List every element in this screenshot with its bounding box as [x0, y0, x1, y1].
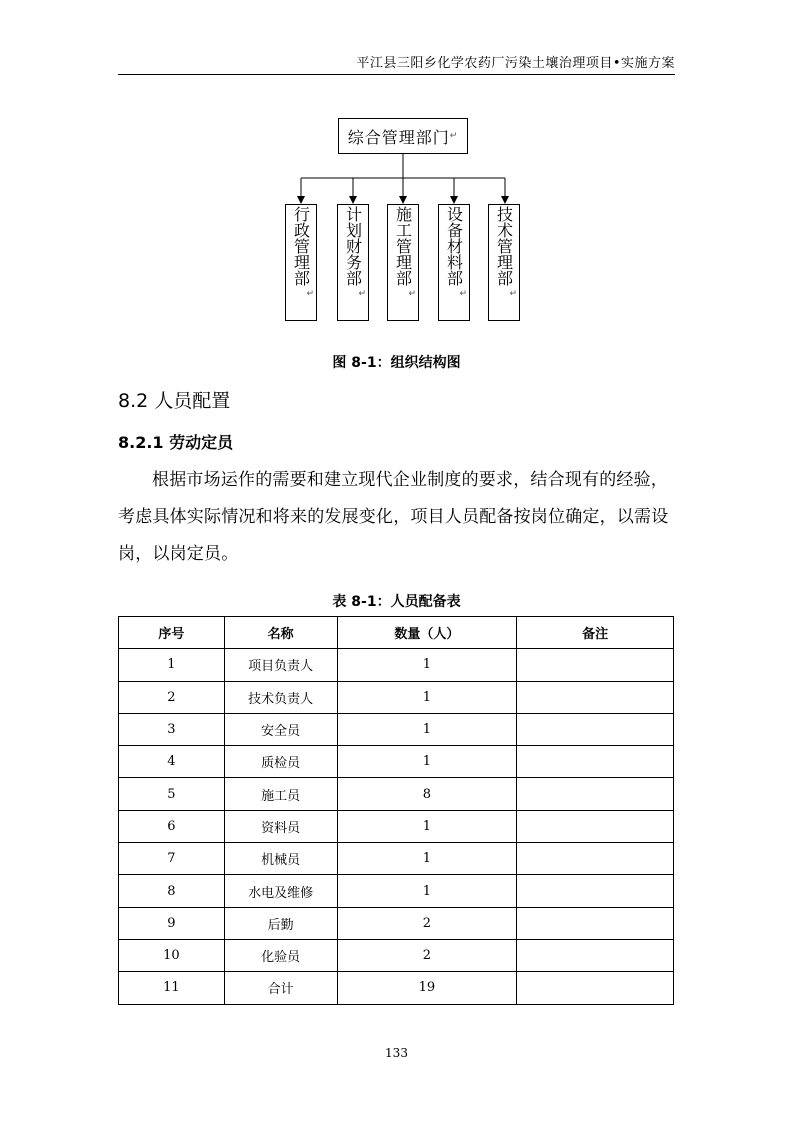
- table-cell: [517, 681, 674, 713]
- department-label: 施工管理部: [393, 206, 413, 286]
- table-cell: 9: [119, 907, 225, 939]
- table-cell: 5: [119, 778, 225, 810]
- top-department-box: [338, 118, 468, 154]
- arrowhead-icon: [349, 196, 357, 204]
- department-box-admin: [285, 204, 317, 321]
- table-cell: 水电及维修: [224, 875, 337, 907]
- table-cell: 8: [337, 778, 517, 810]
- table-cell: 19: [337, 972, 517, 1004]
- table-row: [119, 681, 674, 713]
- org-chart: [0, 0, 793, 340]
- table-row: [119, 649, 674, 681]
- table-caption: 表 8-1：人员配备表: [332, 594, 461, 610]
- paragraph-mark-icon: ↵: [509, 289, 517, 299]
- table-cell: 1: [337, 843, 517, 875]
- column-header: 数量（人）: [337, 617, 517, 649]
- subsection-heading: 8.2.1 劳动定员: [118, 433, 234, 452]
- paragraph-mark-icon: ↵: [459, 289, 467, 299]
- table-cell: 1: [337, 681, 517, 713]
- table-row: [119, 972, 674, 1004]
- paragraph-mark-icon: ↵: [408, 289, 416, 299]
- table-cell: 10: [119, 939, 225, 971]
- staffing-table: [118, 616, 674, 1005]
- table-cell: 资料员: [224, 810, 337, 842]
- table-cell: 1: [337, 746, 517, 778]
- table-cell: [517, 649, 674, 681]
- figure-caption: 图 8-1：组织结构图: [332, 355, 461, 371]
- table-cell: 安全员: [224, 713, 337, 745]
- table-cell: [517, 907, 674, 939]
- table-cell: 6: [119, 810, 225, 842]
- table-cell: 2: [337, 907, 517, 939]
- department-label: 计划财务部: [343, 206, 363, 286]
- table-cell: 机械员: [224, 843, 337, 875]
- department-label: 行政管理部: [291, 206, 311, 286]
- arrowhead-icon: [450, 196, 458, 204]
- paragraph-mark-icon: ↵: [358, 289, 366, 299]
- arrowhead-icon: [399, 196, 407, 204]
- table-row: [119, 746, 674, 778]
- paragraph-mark-icon: ↵: [449, 131, 459, 141]
- table-cell: 1: [337, 649, 517, 681]
- department-box-technical: [488, 204, 520, 321]
- table-cell: 项目负责人: [224, 649, 337, 681]
- table-row: [119, 843, 674, 875]
- table-cell: [517, 778, 674, 810]
- column-header: 名称: [224, 617, 337, 649]
- section-heading: 8.2 人员配置: [118, 390, 231, 412]
- table-row: [119, 907, 674, 939]
- department-box-construction: [387, 204, 419, 321]
- table-header-row: [119, 617, 674, 649]
- table-row: [119, 875, 674, 907]
- table-row: [119, 713, 674, 745]
- table-row: [119, 810, 674, 842]
- table-cell: 化验员: [224, 939, 337, 971]
- arrowhead-icon: [297, 196, 305, 204]
- table-cell: 施工员: [224, 778, 337, 810]
- table-cell: 1: [337, 810, 517, 842]
- department-box-equipment: [438, 204, 470, 321]
- table-cell: [517, 843, 674, 875]
- table-cell: 质检员: [224, 746, 337, 778]
- column-header: 序号: [119, 617, 225, 649]
- paragraph-mark-icon: ↵: [306, 289, 314, 299]
- table-cell: [517, 713, 674, 745]
- page-number: 133: [385, 1046, 408, 1060]
- table-cell: 11: [119, 972, 225, 1004]
- table-row: [119, 939, 674, 971]
- table-cell: 技术负责人: [224, 681, 337, 713]
- table-cell: 1: [119, 649, 225, 681]
- table-row: [119, 778, 674, 810]
- table-cell: 3: [119, 713, 225, 745]
- table-cell: [517, 939, 674, 971]
- column-header: 备注: [517, 617, 674, 649]
- table-cell: 4: [119, 746, 225, 778]
- page-header: 平江县三阳乡化学农药厂污染土壤治理项目•实施方案: [356, 56, 675, 71]
- department-label: 设备材料部: [444, 206, 464, 286]
- table-cell: [517, 746, 674, 778]
- arrowhead-icon: [501, 196, 509, 204]
- table-cell: [517, 810, 674, 842]
- department-box-finance: [337, 204, 369, 321]
- table-cell: [517, 972, 674, 1004]
- table-cell: 2: [337, 939, 517, 971]
- table-cell: 8: [119, 875, 225, 907]
- table-cell: 2: [119, 681, 225, 713]
- table-cell: 7: [119, 843, 225, 875]
- body-paragraph: 根据市场运作的需要和建立现代企业制度的要求，结合现有的经验，考虑具体实际情况和将来的发展变化，项目人员配备按岗位确定，以需设岗，以岗定员。: [118, 470, 669, 564]
- table-cell: 1: [337, 713, 517, 745]
- department-label: 技术管理部: [494, 206, 514, 286]
- top-department-label: 综合管理部门: [347, 127, 450, 147]
- table-cell: [517, 875, 674, 907]
- table-cell: 合计: [224, 972, 337, 1004]
- table-cell: 后勤: [224, 907, 337, 939]
- table-cell: 1: [337, 875, 517, 907]
